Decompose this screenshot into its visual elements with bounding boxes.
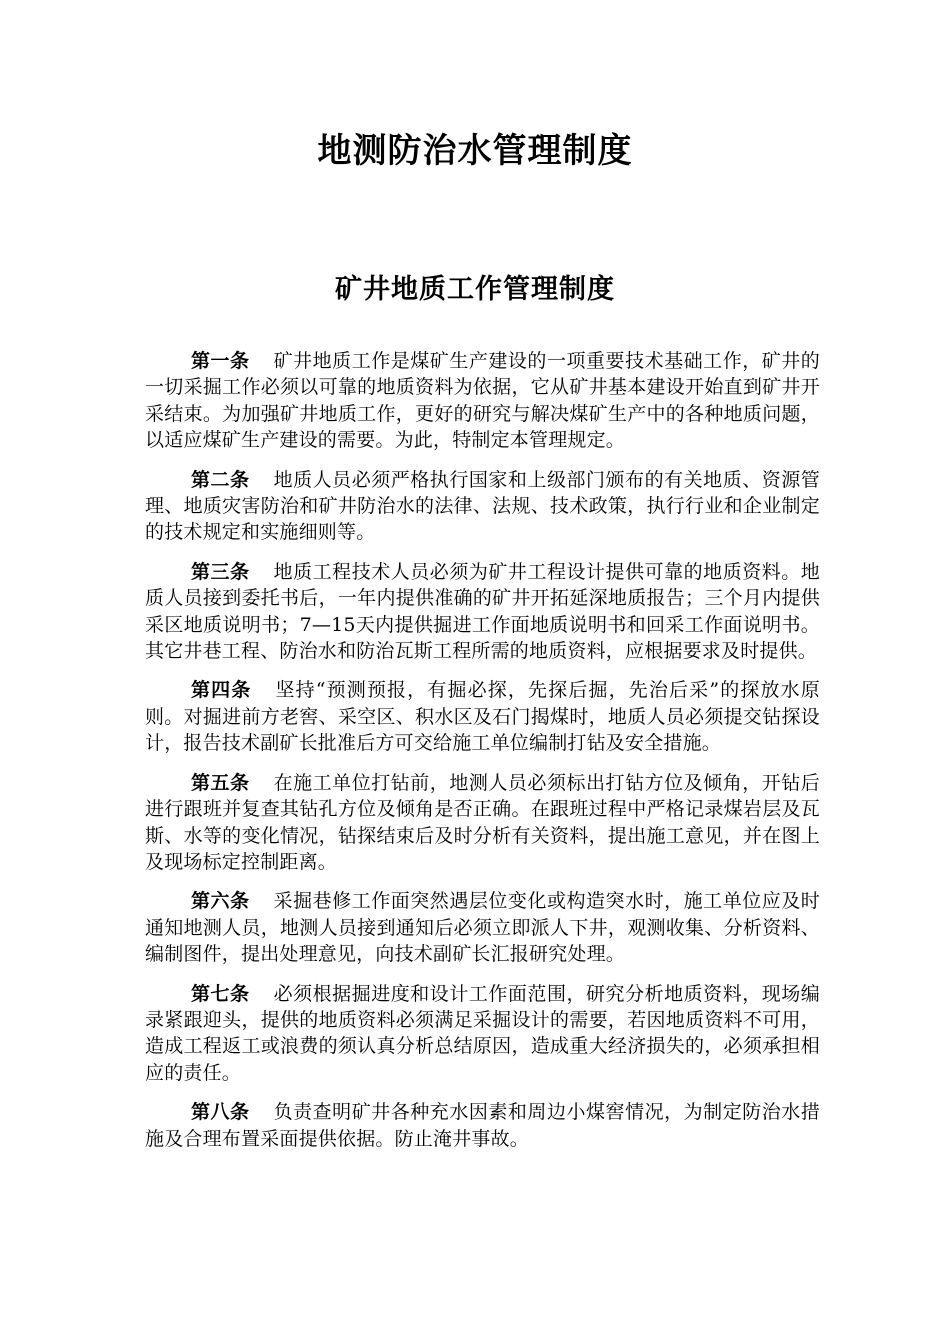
article-list — [145, 348, 820, 1165]
article-text: 采掘巷修工作面突然遇层位变化或构造突水时，施工单位应及时通知地测人员，地测人员接到通知后必须立即派人下井，观测收集、分析资料、编制图件，提出处理意见，向技术副矿长汇报研究处理。 — [145, 890, 820, 966]
article-1 — [145, 348, 820, 454]
article-4 — [145, 677, 820, 756]
article-label: 第一条 — [191, 350, 250, 372]
document-title: 地测防治水管理制度 — [317, 131, 633, 171]
article-3 — [145, 559, 820, 665]
article-2 — [145, 467, 820, 546]
article-text: 坚持“预测预报，有掘必探，先探后掘，先治后采”的探放水原则。对掘进前方老窖、采空区、积水区及石门揭煤时，地质人员必须提交钻探设计，报告技术副矿长批准后方可交给施工单位编制打钻及安全措施。 — [145, 679, 820, 755]
article-label: 第四条 — [191, 679, 252, 702]
article-label: 第六条 — [191, 890, 250, 913]
article-label: 第七条 — [191, 982, 250, 1005]
article-8 — [145, 1099, 820, 1152]
article-label: 第三条 — [191, 560, 250, 583]
article-text: 负责查明矿井各种充水因素和周边小煤窖情况，为制定防治水措施及合理布置采面提供依据。防止淹井事故。 — [145, 1101, 820, 1150]
article-label: 第八条 — [191, 1101, 250, 1124]
article-6 — [145, 888, 820, 967]
article-label: 第二条 — [191, 468, 250, 491]
article-text: 在施工单位打钻前，地测人员必须标出打钻方位及倾角，开钻后进行跟班并复查其钻孔方位及倾角是否正确。在跟班过程中严格记录煤岩层及瓦斯、水等的变化情况，钻探结束后及时分析有关资料，提出施工意见，并在图上及现场标定控制距离。 — [145, 771, 820, 873]
article-text: 地质人员必须严格执行国家和上级部门颁布的有关地质、资源管理、地质灾害防治和矿井防治水的法律、法规、技术政策，执行行业和企业制定的技术规定和实施细则等。 — [145, 468, 820, 544]
article-5 — [145, 770, 820, 876]
article-text: 必须根据掘进度和设计工作面范围，研究分析地质资料，现场编录紧跟迎头，提供的地质资料必须满足采掘设计的需要，若因地质资料不可用，造成工程返工或浪费的须认真分析总结原因，造成重大经济损失的，必须承担相应的责任。 — [145, 982, 820, 1084]
article-text: 矿井地质工作是煤矿生产建设的一项重要技术基础工作，矿井的一切采掘工作必须以可靠的地质资料为依据，它从矿井基本建设开始直到矿井开采结束。为加强矿井地质工作，更好的研究与解决煤矿生产中的各种地质问题，以适应煤矿生产建设的需要。为此，特制定本管理规定。 — [145, 350, 820, 452]
section-title: 矿井地质工作管理制度 — [335, 274, 615, 305]
article-text: 地质工程技术人员必须为矿井工程设计提供可靠的地质资料。地质人员接到委托书后，一年内提供准确的矿井开拓延深地质报告；三个月内提供采区地质说明书；7—15天内提供掘进工作面地质说明书和回采工作面说明书。其它井巷工程、防治水和防治瓦斯工程所需的地质资料，应根据要求及时提供。 — [145, 560, 820, 663]
article-label: 第五条 — [191, 771, 250, 794]
article-7 — [145, 981, 820, 1087]
